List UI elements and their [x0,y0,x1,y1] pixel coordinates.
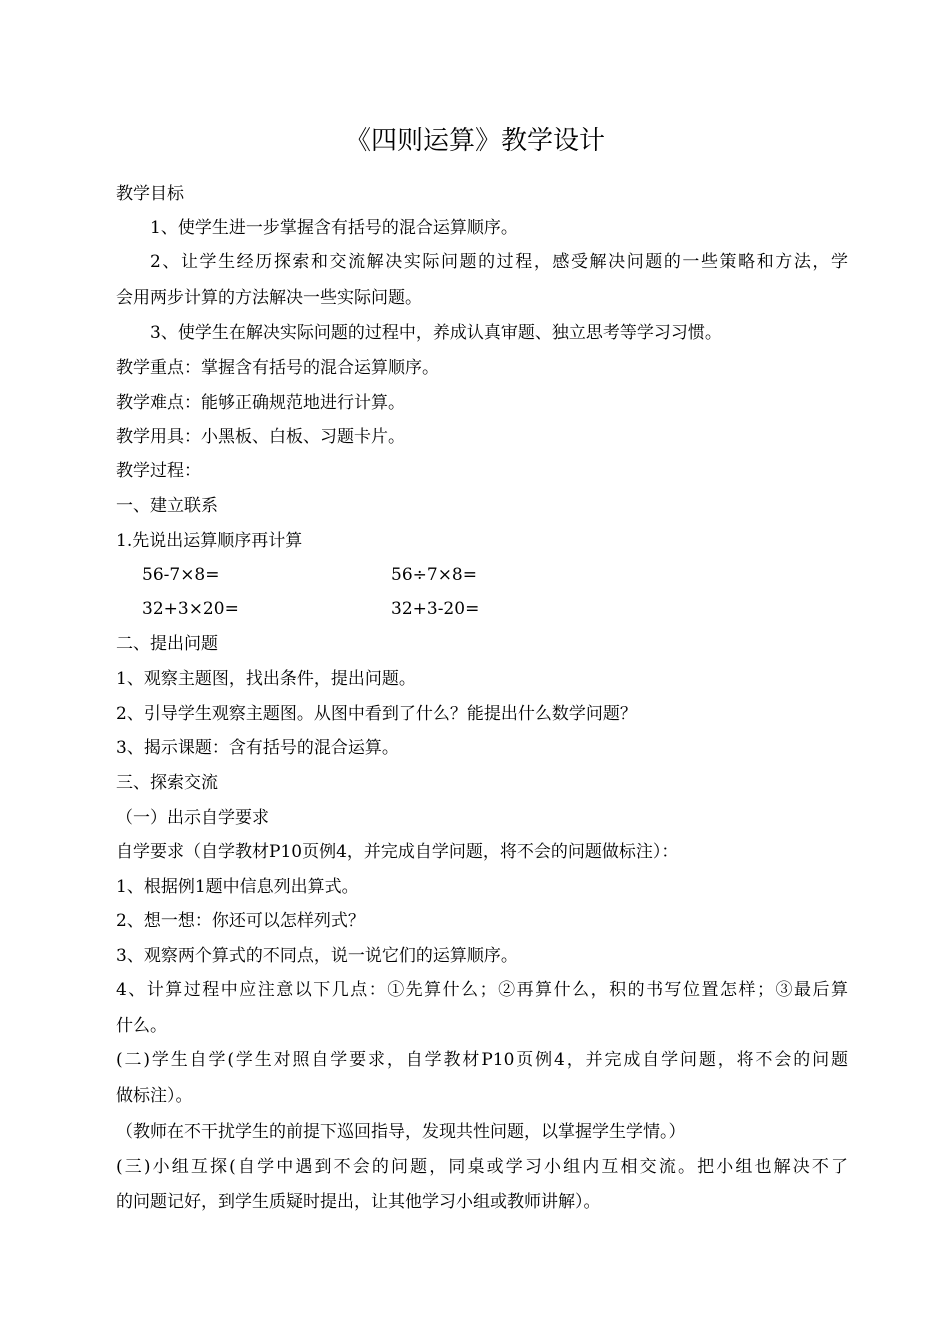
section-3-sub-2-line-2: 做标注）。 [116,1086,193,1106]
section-3-item-4-line-1: 4、计算过程中应注意以下几点：①先算什么；②再算什么，积的书写位置怎样；③最后算 [116,980,848,1000]
section-2-item-1: 1、观察主题图，找出条件，提出问题。 [116,669,416,689]
objectives-heading: 教学目标 [116,184,184,204]
objective-2-line-2: 会用两步计算的方法解决一些实际问题。 [116,288,422,308]
objective-2-line-1: 2、让学生经历探索和交流解决实际问题的过程，感受解决问题的一些策略和方法，学 [150,252,848,272]
section-3-sub-2-line-1: (二)学生自学(学生对照自学要求，自学教材P10页例4，并完成自学问题，将不会的问题 [116,1050,848,1070]
self-study-requirement: 自学要求（自学教材P10页例4，并完成自学问题，将不会的问题做标注）： [116,842,679,862]
section-3-sub-3-line-2: 的问题记好，到学生质疑时提出，让其他学习小组或教师讲解）。 [116,1192,601,1212]
expression-3: 32+3×20= [142,599,239,619]
objective-3: 3、使学生在解决实际问题的过程中，养成认真审题、独立思考等学习习惯。 [150,323,722,343]
objective-1: 1、使学生进一步掌握含有括号的混合运算顺序。 [150,218,518,238]
expression-1: 56-7×8= [142,565,220,585]
process-heading: 教学过程： [116,461,201,481]
section-2-item-2: 2、引导学生观察主题图。从图中看到了什么？能提出什么数学问题？ [116,704,637,724]
section-3-heading: 三、探索交流 [116,773,218,793]
expression-4: 32+3-20= [391,599,480,619]
section-3-item-3: 3、观察两个算式的不同点，说一说它们的运算顺序。 [116,946,518,966]
section-3-sub-3-line-1: (三)小组互探(自学中遇到不会的问题，同桌或学习小组内互相交流。把小组也解决不了 [116,1157,848,1177]
section-1-task: 1.先说出运算顺序再计算 [116,531,303,551]
document-title: 《四则运算》教学设计 [344,126,605,156]
key-point: 教学重点：掌握含有括号的混合运算顺序。 [116,358,439,378]
difficulty: 教学难点：能够正确规范地进行计算。 [116,393,405,413]
section-2-item-3: 3、揭示课题：含有括号的混合运算。 [116,738,399,758]
section-3-item-1: 1、根据例1题中信息列出算式。 [116,877,359,897]
teaching-tools: 教学用具：小黑板、白板、习题卡片。 [116,427,405,447]
expression-2: 56÷7×8= [391,565,477,585]
section-1-heading: 一、建立联系 [116,496,218,516]
section-3-item-2: 2、想一想：你还可以怎样列式？ [116,911,365,931]
teacher-note: （教师在不干扰学生的前提下巡回指导，发现共性问题，以掌握学生学情。） [116,1122,686,1142]
section-3-item-4-line-2: 什么。 [116,1016,167,1036]
section-3-sub-1: （一）出示自学要求 [116,808,269,828]
section-2-heading: 二、提出问题 [116,634,218,654]
